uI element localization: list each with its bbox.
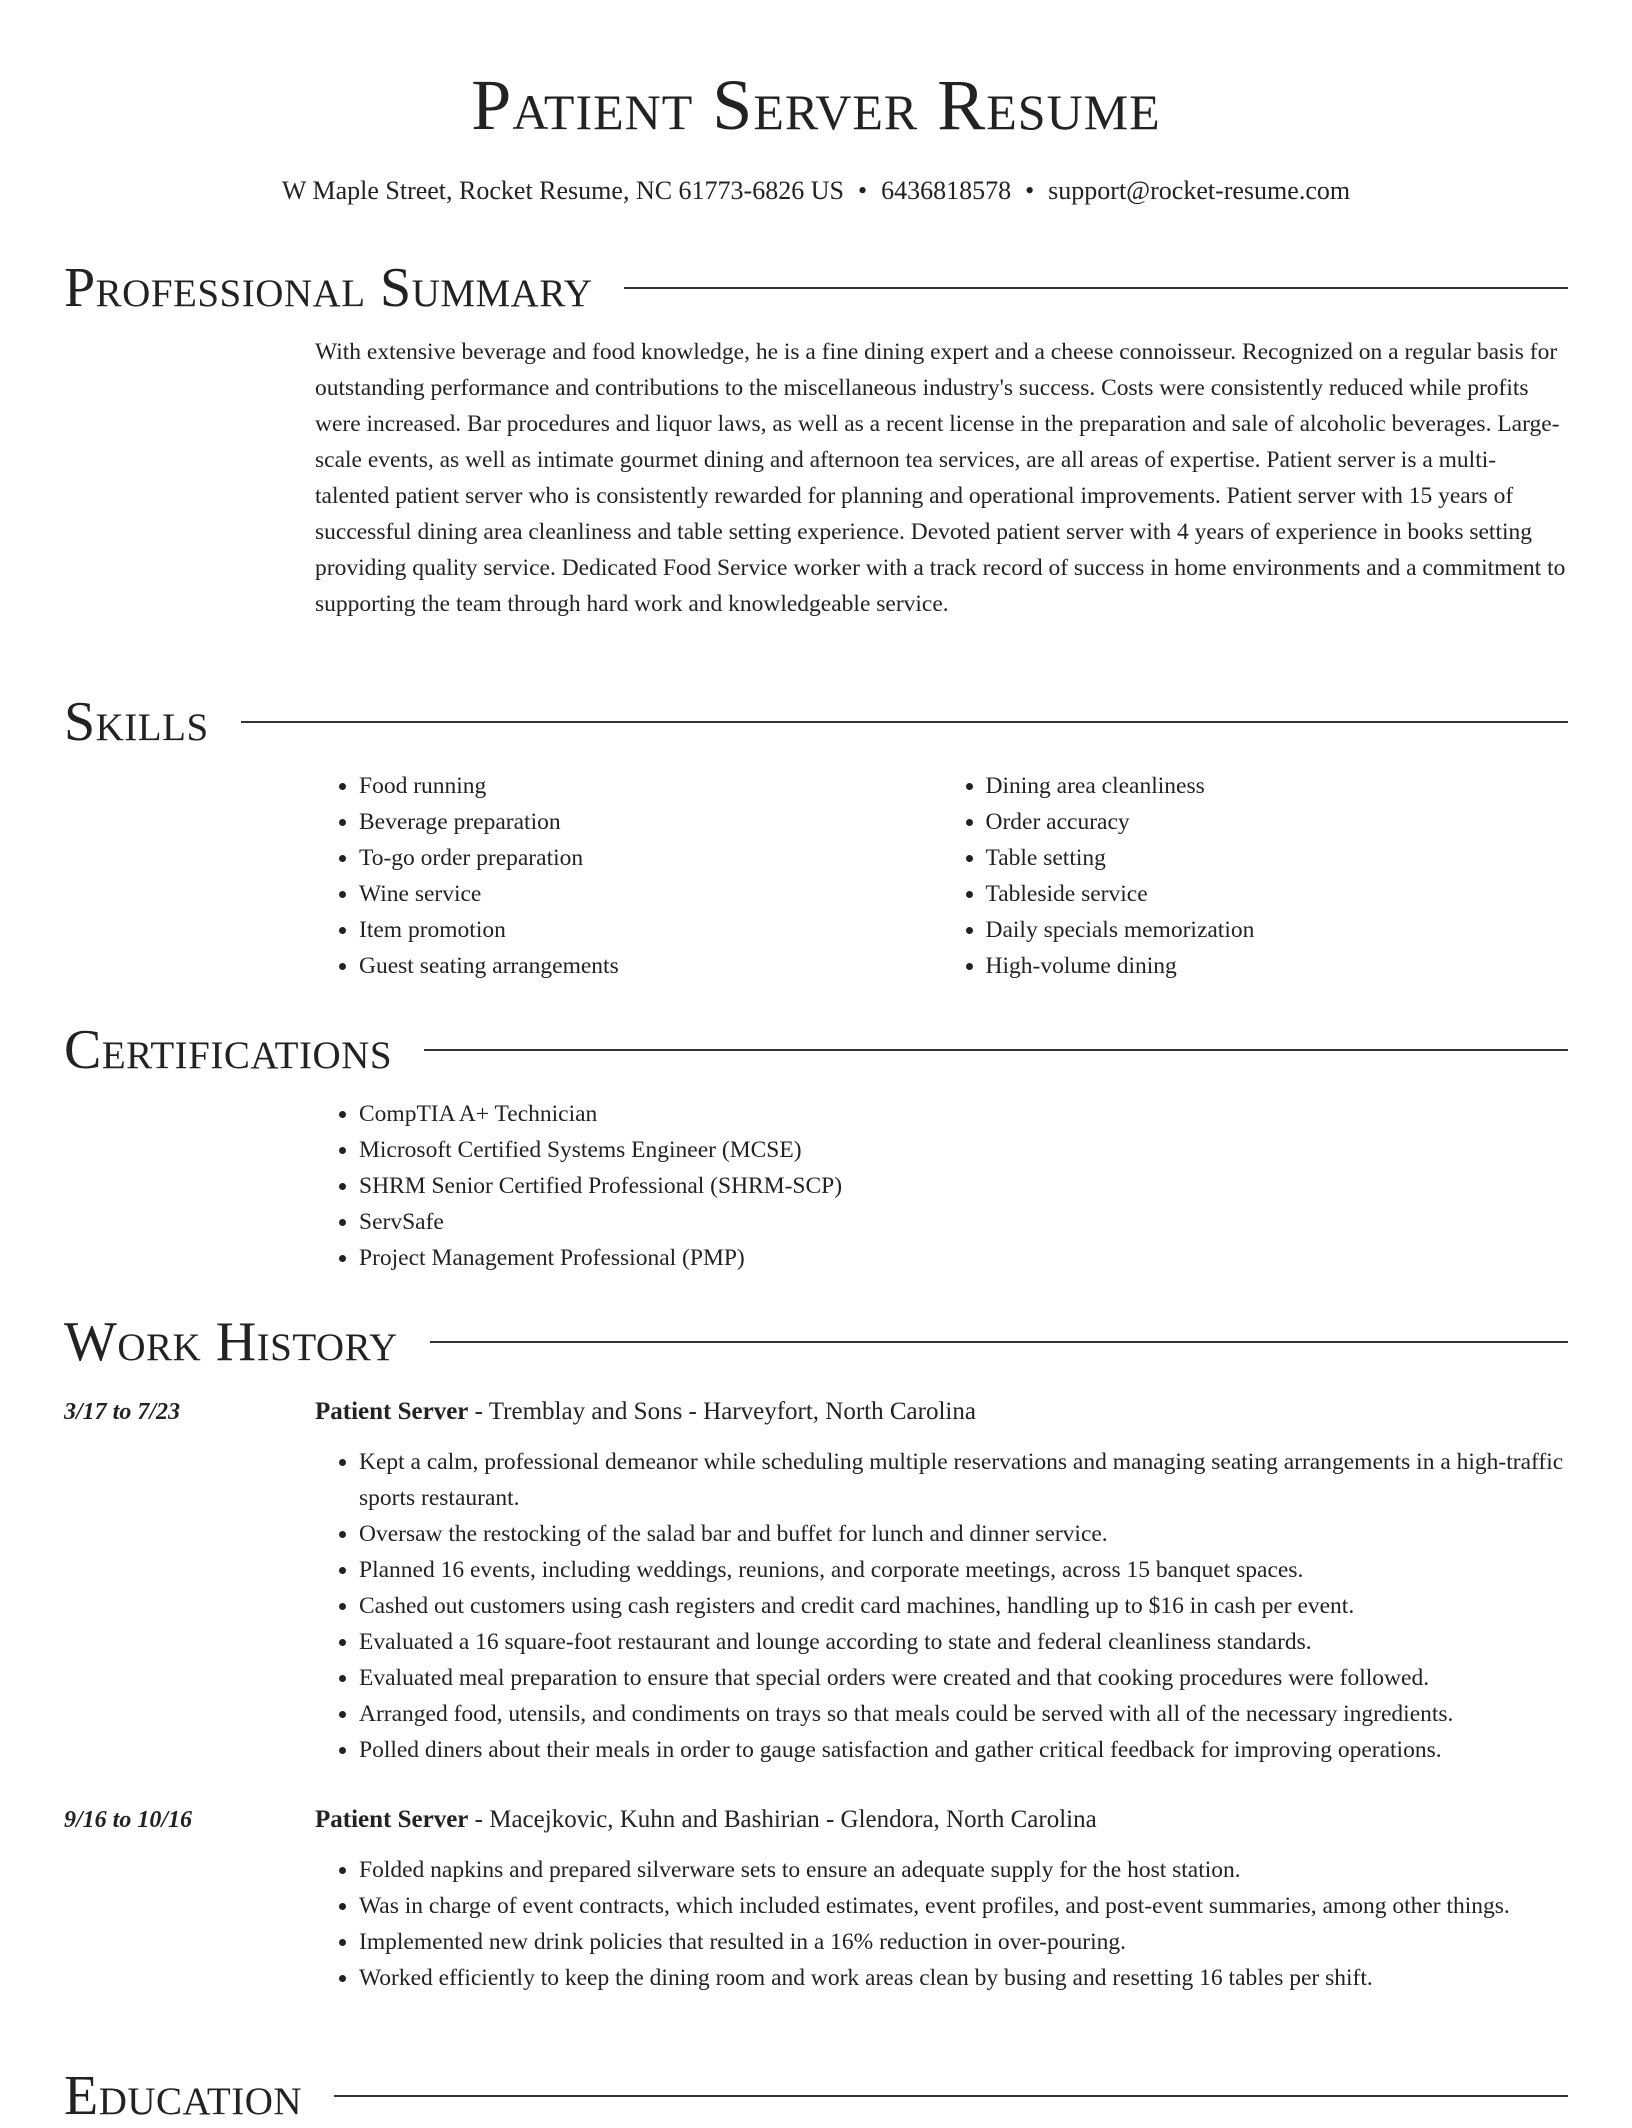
certification-item: • ServSafe: [359, 1204, 1568, 1240]
certification-item: • SHRM Senior Certified Professional (SHRM-SCP): [359, 1168, 1568, 1204]
certification-item: • CompTIA A+ Technician: [359, 1096, 1568, 1132]
section-heading: Skills: [64, 691, 209, 753]
job-duty-item: • Oversaw the restocking of the salad bar and buffet for lunch and dinner service.: [359, 1516, 1568, 1552]
skill-item: • Tableside service: [986, 876, 1569, 912]
job-title: Patient Server: [315, 1398, 469, 1425]
section-work-history: [64, 1310, 1568, 1996]
job-duty-item: • Polled diners about their meals in order to gauge satisfaction and gather critical feedback for improving operations.: [359, 1732, 1568, 1768]
skills-column-left: [315, 768, 942, 984]
job-duties: [315, 1444, 1568, 1768]
contact-phone: 6436818578: [881, 176, 1012, 205]
skill-item: • Item promotion: [359, 912, 942, 948]
job-duty-item: • Worked efficiently to keep the dining room and work areas clean by busing and resetting 16 tables per shift.: [359, 1960, 1568, 1996]
section-heading: Professional Summary: [64, 257, 593, 319]
skill-item: • To-go order preparation: [359, 840, 942, 876]
summary-text: With extensive beverage and food knowledge, he is a fine dining expert and a cheese connoisseur. Recognized on a regular basis for outstanding performance and contributions to the miscellaneous industry's success. Costs were consistently reduced while profits were increased. Bar procedures and liquor laws, as well as a recent license in the preparation and sale of alcoholic beverages. Large-scale events, as well as intimate gourmet dining and afternoon tea services, are all areas of expertise. Patient server is a multi-talented patient server who is consistently rewarded for planning and operational improvements. Patient server with 15 years of successful dining area cleanliness and table setting experience. Devoted patient server with 4 years of experience in books setting providing quality service. Dedicated Food Service worker with a track record of success in home environments and a commitment to supporting the team through hard work and knowledgeable service.: [315, 339, 1566, 617]
job-title: Patient Server: [315, 1806, 469, 1833]
section-divider: [430, 1341, 1568, 1343]
contact-separator: •: [857, 176, 868, 205]
section-skills: [64, 690, 1568, 984]
section-divider: [241, 721, 1568, 723]
job-duty-item: • Evaluated meal preparation to ensure that special orders were created and that cooking procedures were followed.: [359, 1660, 1568, 1696]
job-duty-item: • Was in charge of event contracts, which included estimates, event profiles, and post-event summaries, among other things.: [359, 1888, 1568, 1924]
section-divider: [334, 2095, 1568, 2097]
skill-item: • Food running: [359, 768, 942, 804]
skill-item: • High-volume dining: [986, 948, 1569, 984]
section-heading: Work History: [64, 1311, 398, 1373]
section-education: [64, 2064, 1568, 2128]
job-duties: [315, 1852, 1568, 1996]
resume-title: Patient Server Resume: [471, 65, 1161, 145]
contact-address: W Maple Street, Rocket Resume, NC 61773-6826 US: [281, 176, 844, 205]
job-duty-item: • Cashed out customers using cash registers and credit card machines, handling up to $16 in cash per event.: [359, 1588, 1568, 1624]
section-professional-summary: [64, 256, 1568, 622]
job-heading: [315, 1802, 1568, 1838]
job-employer-location: - Tremblay and Sons - Harveyfort, North Carolina: [468, 1398, 976, 1425]
job-duty-item: • Arranged food, utensils, and condiments on trays so that meals could be served with all of the necessary ingredients.: [359, 1696, 1568, 1732]
section-divider: [624, 287, 1568, 289]
job-duty-item: • Evaluated a 16 square-foot restaurant and lounge according to state and federal cleanliness standards.: [359, 1624, 1568, 1660]
skill-item: • Dining area cleanliness: [986, 768, 1569, 804]
certification-item: • Microsoft Certified Systems Engineer (MCSE): [359, 1132, 1568, 1168]
job-entry: [64, 1394, 1568, 1768]
job-dates: 3/17 to 7/23: [64, 1399, 181, 1425]
skill-item: • Order accuracy: [986, 804, 1569, 840]
job-duty-item: • Folded napkins and prepared silverware sets to ensure an adequate supply for the host station.: [359, 1852, 1568, 1888]
section-heading: Education: [64, 2065, 303, 2127]
skill-item: • Table setting: [986, 840, 1569, 876]
contact-separator: •: [1025, 176, 1035, 205]
section-divider: [424, 1049, 1568, 1051]
job-heading: [315, 1394, 1568, 1430]
skills-list: [315, 768, 1568, 984]
job-duty-item: • Planned 16 events, including weddings, reunions, and corporate meetings, across 15 banquet spaces.: [359, 1552, 1568, 1588]
skill-item: • Guest seating arrangements: [359, 948, 942, 984]
job-entry: [64, 1802, 1568, 1996]
skill-item: • Beverage preparation: [359, 804, 942, 840]
job-employer-location: - Macejkovic, Kuhn and Bashirian - Glendora, North Carolina: [468, 1806, 1097, 1833]
summary-body: [315, 334, 1568, 622]
job-duty-item: • Implemented new drink policies that resulted in a 16% reduction in over-pouring.: [359, 1924, 1568, 1960]
resume-page: [64, 0, 1568, 2127]
certification-item: • Project Management Professional (PMP): [359, 1240, 1568, 1276]
skill-item: • Daily specials memorization: [986, 912, 1569, 948]
job-dates: 9/16 to 10/16: [64, 1807, 193, 1833]
contact-email: support@rocket-resume.com: [1048, 176, 1351, 205]
certifications-list: [315, 1096, 1568, 1276]
section-certifications: [64, 1018, 1568, 1276]
contact-line: [64, 174, 1568, 208]
skills-column-right: [942, 768, 1569, 984]
section-heading: Certifications: [64, 1019, 393, 1081]
skill-item: • Wine service: [359, 876, 942, 912]
job-duty-item: • Kept a calm, professional demeanor while scheduling multiple reservations and managing seating arrangements in a high-traffic sports restaurant.: [359, 1444, 1568, 1516]
